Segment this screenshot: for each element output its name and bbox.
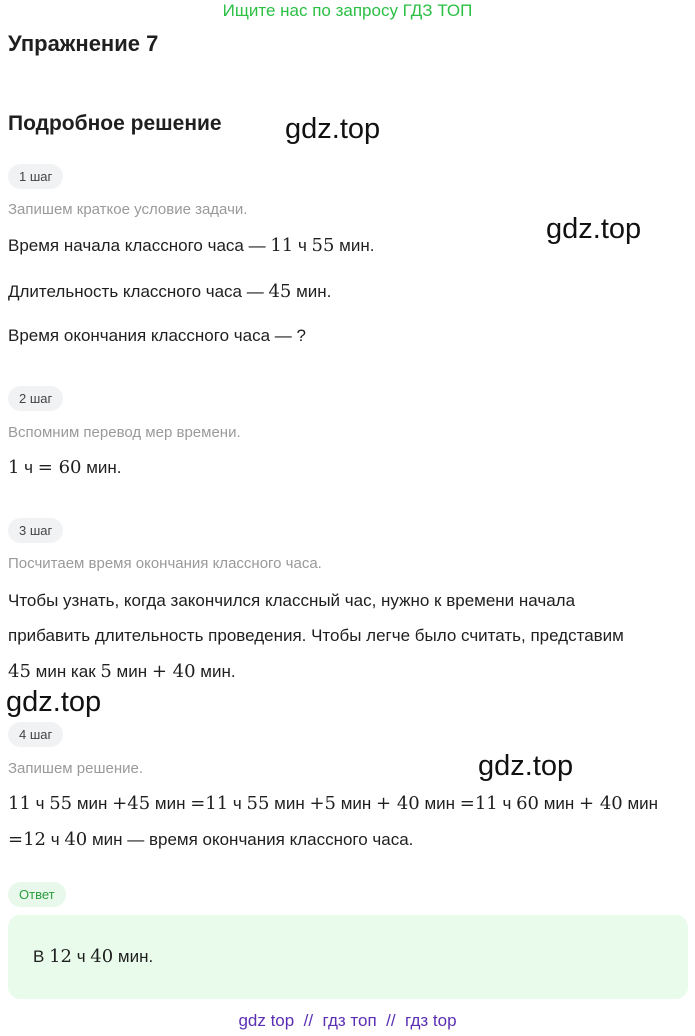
time-conversion: 1 ч = 60 мин. [8,457,122,478]
step-badge: 4 шаг [8,722,63,747]
answer-text: В 12 ч 40 мин. [33,946,154,967]
duration-line: Длительность классного часа — 45 мин. [8,281,332,302]
answer-box [8,915,688,999]
step-hint: Вспомним перевод мер времени. [8,424,241,441]
footer-links[interactable]: gdz top // гдз топ // гдз top [238,1011,457,1030]
watermark: gdz.top [6,686,102,718]
search-hint-link[interactable]: Ищите нас по запросу ГДЗ ТОП [222,1,473,20]
exercise-title: Упражнение 7 [8,31,159,56]
step-hint: Посчитаем время окончания классного часа. [8,555,322,572]
watermark: gdz.top [546,213,642,245]
solution-title: Подробное решение [8,112,222,135]
step-hint: Запишем краткое условие задачи. [8,201,248,218]
step-hint: Запишем решение. [8,760,143,777]
watermark: gdz.top [478,750,574,782]
step-badge: 3 шаг [8,518,63,543]
explanation-line: Чтобы узнать, когда закончился классный час, нужно к времени начала [8,591,576,610]
step-badge: 2 шаг [8,386,63,411]
start-time-line: Время начала классного часа — 11 ч 55 мин. [8,235,375,256]
answer-badge: Ответ [8,882,66,907]
step-badge: 1 шаг [8,164,63,189]
solution-result: =12 ч 40 мин — время окончания классного часа. [8,829,414,850]
explanation-line: прибавить длительность проведения. Чтобы легче было считать, представим [8,626,624,645]
solution-equation: 11 ч 55 мин +45 мин =11 ч 55 мин +5 мин + 40 мин =11 ч 60 мин + 40 мин [8,793,659,814]
watermark: gdz.top [285,113,381,145]
explanation-line: 45 мин как 5 мин + 40 мин. [8,661,236,682]
end-time-question: Время окончания классного часа — ? [8,326,306,345]
